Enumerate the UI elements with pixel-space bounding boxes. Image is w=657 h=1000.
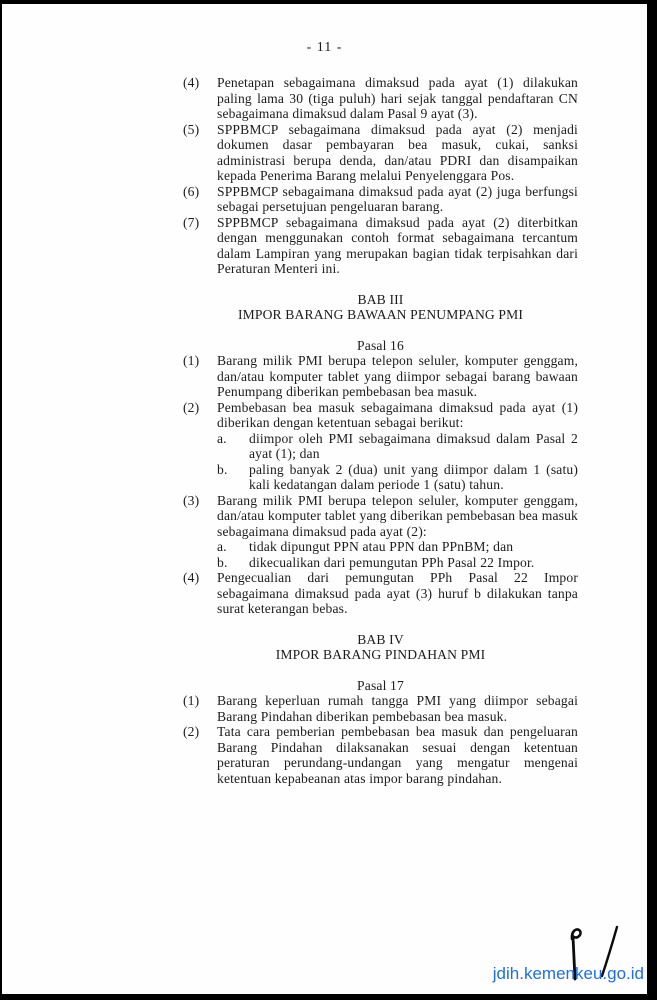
clause-number: (1) bbox=[183, 353, 200, 368]
clause-text: Penetapan sebagaimana dimaksud pada ayat (1) dilakukan paling lama 30 (tiga puluh) hari sejak tanggal pendaftaran CN sebagaimana dimaksud dalam Pasal 9 ayat (3). bbox=[217, 75, 578, 121]
chapter-title: IMPOR BARANG BAWAAN PENUMPANG PMI bbox=[237, 307, 524, 322]
clause-number: (4) bbox=[183, 570, 200, 585]
chapter-title: IMPOR BARANG PINDAHAN PMI bbox=[275, 647, 486, 662]
sub-clause-letter: b. bbox=[217, 461, 228, 477]
clause-text: Pengecualian dari pemungutan PPh Pasal 22 Impor sebagaimana dimaksud pada ayat (3) huruf b dilakukan tanpa surat keterangan bebas. bbox=[217, 570, 578, 616]
clause-text: Barang keperluan rumah tangga PMI yang diimpor sebagai Barang Pindahan diberikan pembebasan bea masuk. bbox=[217, 693, 578, 724]
sub-clause-text: tidak dipungut PPN atau PPN dan PPnBM; dan bbox=[249, 539, 514, 554]
clause-item bbox=[183, 215, 578, 277]
clause-text: SPPBMCP sebagaimana dimaksud pada ayat (2) juga berfungsi sebagai persetujuan pengeluaran barang. bbox=[217, 183, 578, 214]
sub-clause-item bbox=[217, 431, 578, 462]
clause-number: (3) bbox=[183, 492, 200, 508]
clause-number: (4) bbox=[183, 75, 200, 90]
sub-clause-text: paling banyak 2 (dua) unit yang diimpor dalam 1 (satu) kali kedatangan dalam periode 1 (satu) tahun. bbox=[249, 461, 578, 492]
sub-clause-letter: a. bbox=[217, 539, 227, 554]
chapter-heading-bab3 bbox=[183, 292, 578, 323]
clause-item bbox=[183, 724, 578, 786]
clause-text: Barang milik PMI berupa telepon seluler, komputer genggam, dan/atau komputer tablet yang diimpor sebagai barang bawaan Penumpang diberikan pembebasan bea masuk. bbox=[217, 353, 578, 399]
jdih-watermark-link[interactable]: jdih.kemenkeu.go.id bbox=[492, 964, 644, 983]
clause-text: Pembebasan bea masuk sebagaimana dimaksud pada ayat (1) diberikan dengan ketentuan sebagai berikut: bbox=[217, 399, 578, 430]
clause-number: (5) bbox=[183, 121, 200, 137]
sub-clause-item bbox=[217, 462, 578, 493]
chapter-label: BAB III bbox=[357, 291, 404, 307]
article-heading-pasal17: Pasal 17 bbox=[357, 677, 404, 693]
clause-number: (2) bbox=[183, 724, 200, 739]
sub-clause-text: dikecualikan dari pemungutan PPh Pasal 22 Impor. bbox=[249, 554, 535, 570]
sub-clause-item bbox=[217, 539, 578, 555]
clause-item bbox=[183, 570, 578, 617]
clause-item bbox=[183, 493, 578, 571]
chapter-label: BAB IV bbox=[357, 631, 404, 647]
clause-item bbox=[183, 693, 578, 724]
clause-text: SPPBMCP sebagaimana dimaksud pada ayat (2) menjadi dokumen dasar pembayaran bea masuk, cukai, sanksi administrasi berupa denda, dan/atau PDRI dan disampaikan kepada Penerima Barang melalui Penyelenggara Pos. bbox=[217, 121, 578, 183]
clause-item bbox=[183, 184, 578, 215]
clause-item bbox=[183, 75, 578, 122]
clause-item bbox=[183, 122, 578, 184]
clause-number: (6) bbox=[183, 183, 200, 199]
clause-number: (7) bbox=[183, 214, 200, 230]
clause-text: Barang milik PMI berupa telepon seluler, komputer genggam, dan/atau komputer tablet yang diberikan pembebasan bea masuk sebagaimana dimaksud pada ayat (2): bbox=[217, 492, 578, 539]
clause-number: (2) bbox=[183, 399, 200, 415]
sub-clause-item bbox=[217, 555, 578, 571]
clause-number: (1) bbox=[183, 693, 200, 708]
clause-body bbox=[217, 493, 578, 571]
document-body bbox=[183, 75, 578, 786]
article-heading-pasal16: Pasal 16 bbox=[357, 337, 404, 353]
clause-item bbox=[183, 400, 578, 493]
sub-clause-letter: b. bbox=[217, 554, 228, 570]
clause-item bbox=[183, 353, 578, 400]
sub-clause-letter: a. bbox=[217, 430, 227, 446]
chapter-heading-bab4 bbox=[183, 632, 578, 663]
page-number: - 11 - bbox=[306, 40, 343, 55]
clause-body bbox=[217, 400, 578, 493]
sub-clause-text: diimpor oleh PMI sebagaimana dimaksud dalam Pasal 2 ayat (1); dan bbox=[249, 430, 578, 461]
clause-text: Tata cara pemberian pembebasan bea masuk dan pengeluaran Barang Pindahan dilaksanakan sesuai dengan ketentuan peraturan perundang-undangan yang mengatur mengenai ketentuan kepabeanan atas impor barang pindahan. bbox=[217, 724, 578, 786]
clause-text: SPPBMCP sebagaimana dimaksud pada ayat (2) diterbitkan dengan menggunakan contoh format sebagaimana tercantum dalam Lampiran yang merupakan bagian tidak terpisahkan dari Peraturan Menteri ini. bbox=[217, 214, 578, 276]
